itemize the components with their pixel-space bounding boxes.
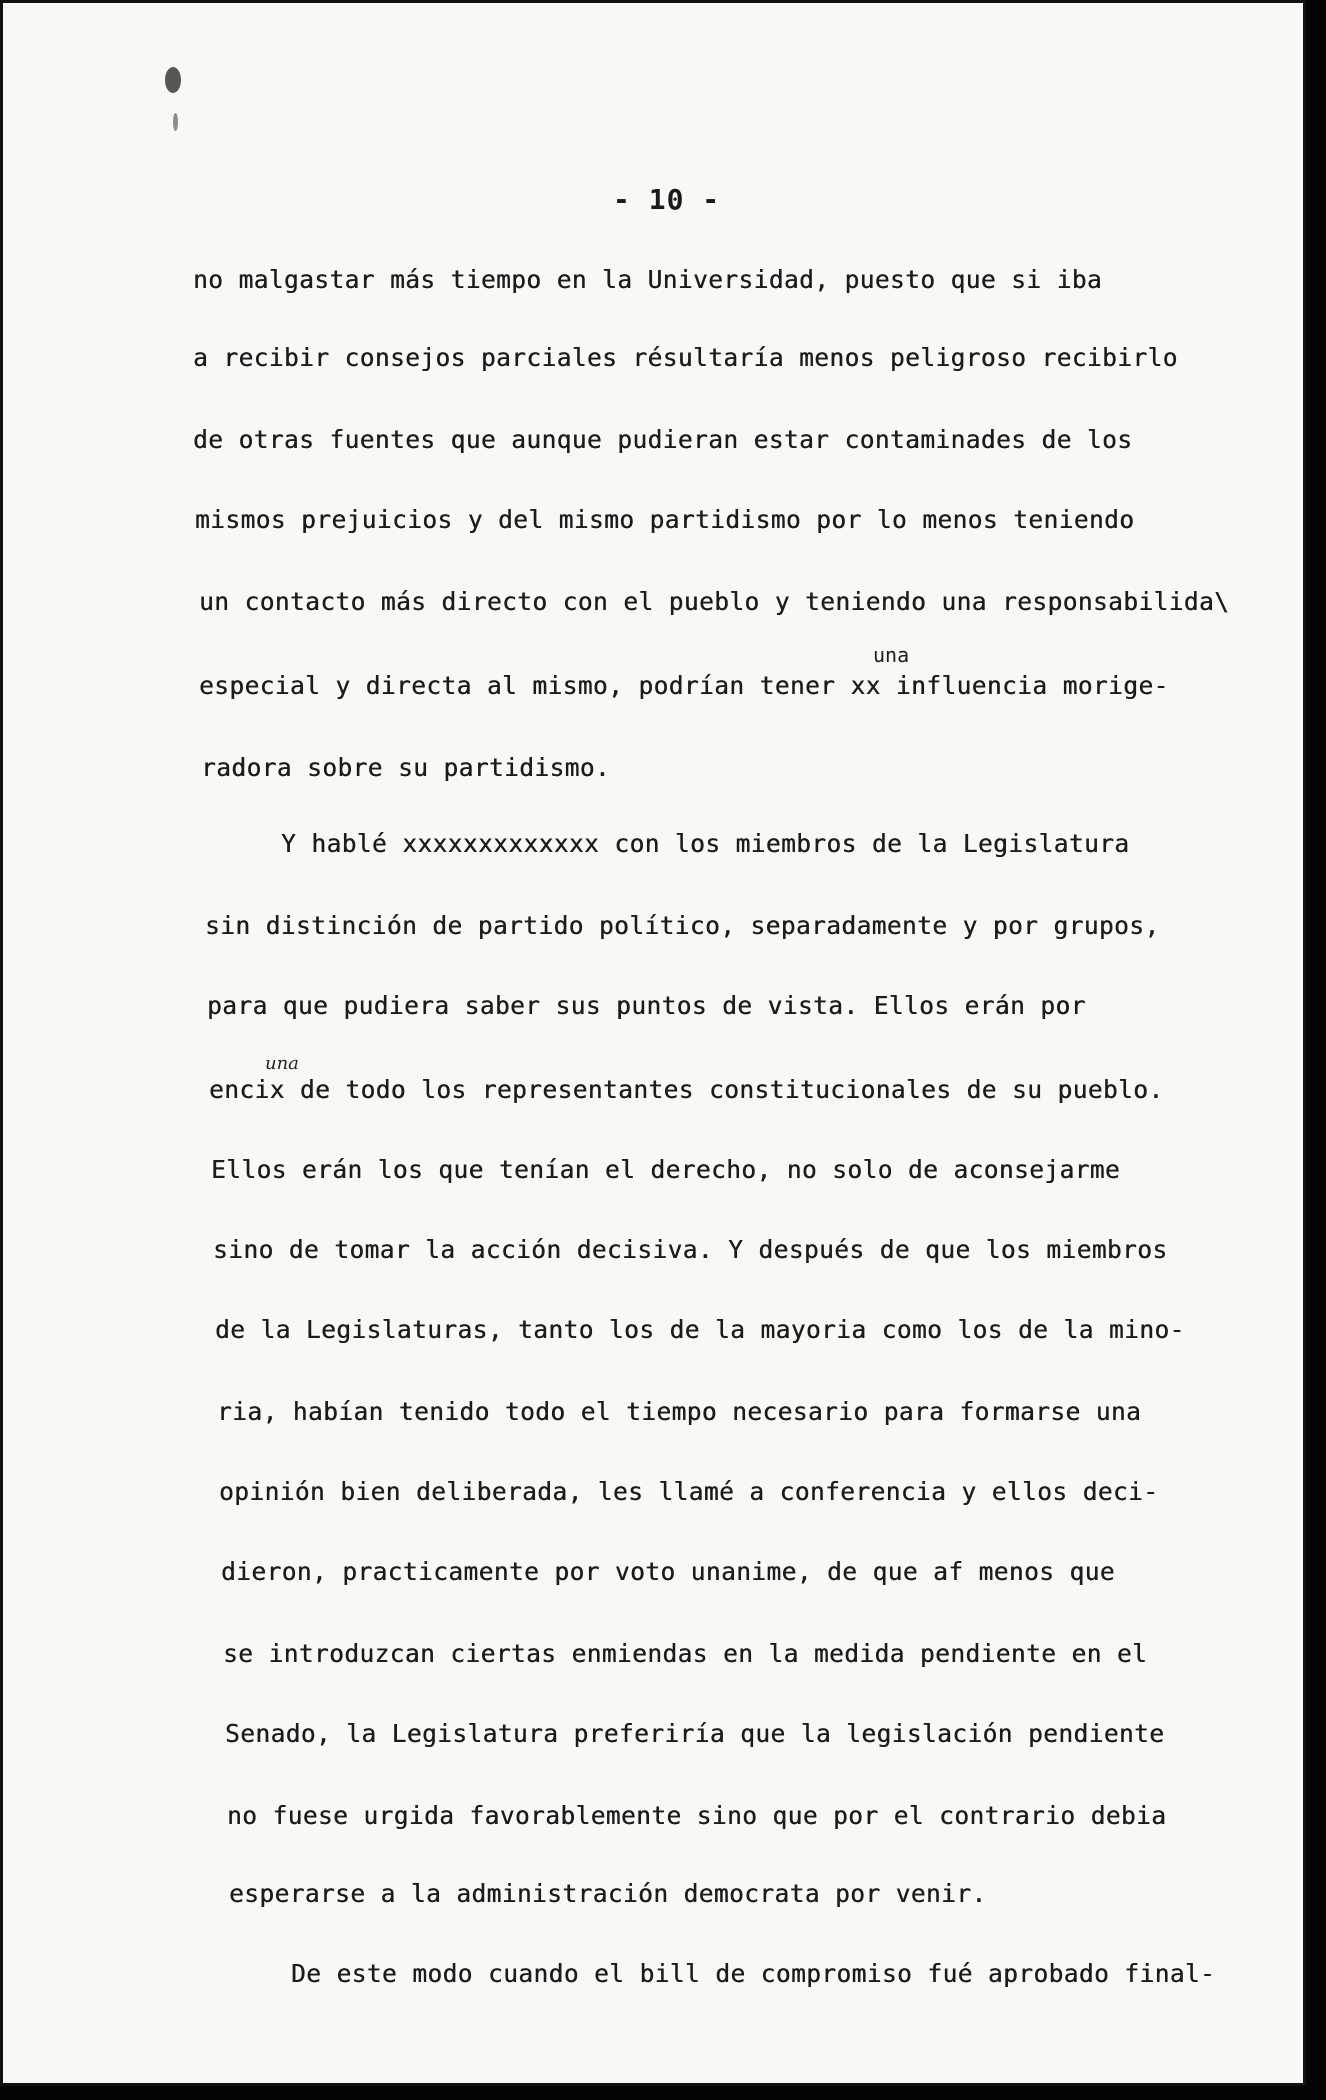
text-line: sino de tomar la acción decisiva. Y después de que los miembros	[213, 1235, 1168, 1264]
text-line: Y hablé xxxxxxxxxxxxx con los miembros de la Legislatura	[281, 829, 1130, 858]
text-line: no malgastar más tiempo en la Universidad, puesto que si iba	[193, 265, 1103, 294]
scan-border-bottom	[0, 2086, 1326, 2100]
text-line: de la Legislaturas, tanto los de la mayoria como los de la mino-	[215, 1315, 1185, 1344]
text-line: sin distinción de partido político, separadamente y por grupos,	[205, 911, 1160, 940]
ink-smudge	[173, 113, 178, 131]
ink-smudge	[165, 67, 181, 93]
text-line: para que pudiera saber sus puntos de vista. Ellos erán por	[207, 991, 1086, 1020]
text-line: a recibir consejos parciales résultaría menos peligroso recibirlo	[193, 343, 1178, 372]
text-line: no fuese urgida favorablemente sino que por el contrario debia	[227, 1801, 1167, 1830]
text-line: opinión bien deliberada, les llamé a conferencia y ellos deci-	[219, 1477, 1159, 1506]
text-line: se introduzcan ciertas enmiendas en la medida pendiente en el	[223, 1639, 1148, 1668]
text-line: especial y directa al mismo, podrían tener xx influencia morige-	[199, 671, 1169, 700]
page-number: - 10 -	[613, 183, 721, 216]
text-line: de otras fuentes que aunque pudieran estar contaminades de los	[193, 425, 1133, 454]
text-line: encix de todo los representantes constitucionales de su pueblo.	[209, 1075, 1164, 1104]
text-line: esperarse a la administración democrata por venir.	[229, 1879, 987, 1908]
text-line: Ellos erán los que tenían el derecho, no solo de aconsejarme	[211, 1155, 1121, 1184]
handwritten-insertion: una	[265, 1053, 299, 1074]
text-line: dieron, practicamente por voto unanime, de que af menos que	[221, 1557, 1115, 1586]
text-line: De este modo cuando el bill de compromiso fué aprobado final-	[291, 1959, 1216, 1988]
text-line: Senado, la Legislatura preferiría que la legislación pendiente	[225, 1719, 1165, 1748]
text-line: radora sobre su partidismo.	[201, 753, 611, 782]
scan-border-right	[1306, 0, 1326, 2100]
text-line: un contacto más directo con el pueblo y teniendo una responsabilida\	[199, 587, 1230, 616]
typed-insertion: una	[873, 643, 910, 667]
text-line: ria, habían tenido todo el tiempo necesario para formarse una	[217, 1397, 1142, 1426]
text-line: mismos prejuicios y del mismo partidismo por lo menos teniendo	[195, 505, 1135, 534]
